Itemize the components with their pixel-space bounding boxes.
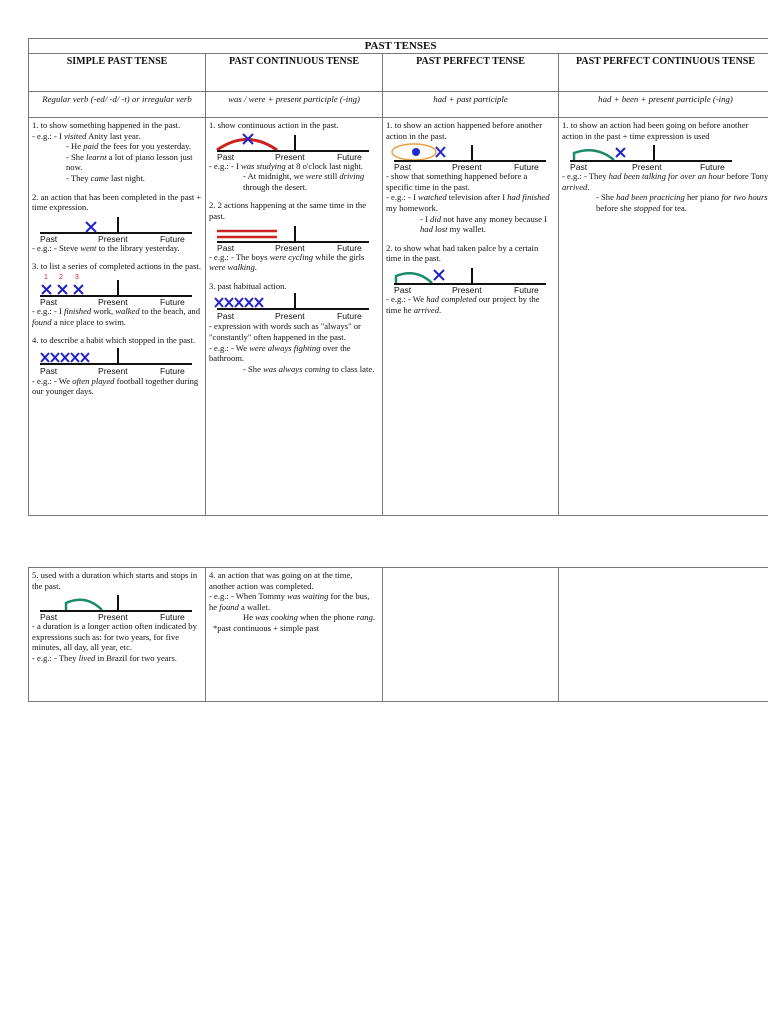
example: - e.g.: - Steve went to the library yesterday. [32, 242, 180, 253]
cross-mark [616, 148, 625, 157]
timeline-single-action [32, 213, 200, 243]
timeline-label-future: Future [337, 151, 362, 161]
usage-1: 1. show continuous action in the past. [209, 120, 339, 130]
cross-mark [86, 222, 96, 232]
form-simple-past: Regular verb (-ed/ -d/ -t) or irregular verb [29, 92, 206, 118]
cross-mark [71, 353, 79, 362]
usage-2: 2. an action that has been completed in the past + time expression. [32, 191, 202, 213]
past-continuous-usage-cell [206, 568, 383, 702]
cross-mark [74, 285, 83, 294]
example: - They came last night. [66, 172, 145, 183]
sequence-number: 3 [75, 273, 79, 281]
example: - e.g.: - The boys were cycling while the girls were walking. [209, 251, 365, 273]
tenses-table [28, 38, 768, 516]
example: - She was always coming to class late. [243, 363, 375, 374]
cross-mark [41, 353, 49, 362]
cross-mark [436, 147, 445, 157]
example: - e.g.: - They had been talking for over an hour before Tony arrived. [562, 171, 768, 192]
example: - She learnt a lot of piano lesson just now. [66, 151, 193, 173]
timeline-label-present: Present [275, 151, 305, 161]
example: - e.g.: - When Tommy was waiting for the bus, he found a wallet. [209, 591, 370, 612]
timeline-habitual [209, 291, 377, 321]
form-past-perfect-continuous: had + been + present participle (-ing) [559, 92, 768, 118]
timeline-label-future: Future [514, 162, 539, 172]
table-title: PAST TENSES [29, 39, 768, 54]
simple-past-usage-cell [29, 568, 206, 702]
timeline-continuous-action [209, 131, 377, 161]
example: - e.g.: - I finished work, walked to the beach, and found a nice place to swim. [32, 305, 201, 327]
timeline-duration [32, 591, 200, 621]
example: - e.g.: - I was studying at 8 o'clock last night. [209, 160, 364, 171]
usage-note: - show that something happened before a specific time in the past. [386, 171, 528, 192]
usage-1: 1. to show an action had been going on before another action in the past + time expression is used [562, 120, 749, 141]
example: - She had been practicing her piano for two hours before she stopped for tea. [596, 192, 768, 213]
timeline-label-present: Present [98, 612, 128, 622]
timeline-habit [32, 346, 200, 376]
usage-4: 4. an action that was going on at the time, another action was completed. [209, 570, 353, 591]
usage-note: *past continuous + simple past [213, 622, 320, 633]
duration-arc [66, 600, 102, 611]
timeline-label-present: Present [452, 284, 482, 294]
timeline-label-future: Future [700, 162, 725, 172]
usage-2: 2. 2 actions happening at the same time in the past. [209, 200, 367, 221]
cross-mark [434, 270, 444, 280]
example: - I did not have any money because I had lost my wallet. [420, 213, 547, 235]
timeline-label-present: Present [98, 365, 128, 376]
timeline-label-past: Past [40, 365, 58, 376]
timeline-label-present: Present [632, 162, 662, 172]
usage-3: 3. to list a series of completed actions in the past. [32, 261, 201, 272]
cross-mark [51, 353, 59, 362]
timeline-label-past: Past [217, 242, 235, 252]
example: - At midnight, we were still driving through the desert. [243, 171, 365, 192]
past-continuous-usage-cell [206, 118, 383, 516]
timeline-ongoing-before [562, 141, 762, 171]
usage-5: 5. used with a duration which starts and stops in the past. [32, 570, 198, 591]
past-perfect-usage-cell [383, 118, 559, 516]
usage-note: - expression with words such as "always" or "constantly" often happened in the past. [209, 321, 361, 342]
example: - e.g.: - I visited Anity last year. [32, 130, 141, 141]
usage-note: - a duration is a longer action often indicated by expressions such as: for two years, for five minutes, all day, all year, etc. [32, 621, 197, 653]
empty-cell [559, 568, 768, 702]
cross-mark [42, 285, 51, 294]
timeline-label-past: Past [394, 162, 412, 172]
cross-mark [235, 298, 243, 307]
timeline-simultaneous [209, 222, 377, 252]
cross-mark [255, 298, 263, 307]
timeline-label-present: Present [275, 311, 305, 322]
example: - He paid the fees for you yesterday. [66, 141, 191, 152]
timeline-label-present: Present [98, 296, 128, 306]
usage-3: 3. past habitual action. [209, 280, 287, 291]
header-past-perfect: PAST PERFECT TENSE [383, 54, 559, 92]
example: - e.g.: - They lived in Brazil for two years. [32, 652, 177, 663]
header-past-continuous: PAST CONTINUOUS TENSE [206, 54, 383, 92]
timeline-label-future: Future [160, 365, 185, 376]
timeline-label-future: Future [160, 612, 185, 622]
sequence-number: 1 [44, 273, 48, 281]
example: - e.g.: - We had completed our project by the time he arrived. [386, 293, 540, 315]
duration-arc [396, 273, 432, 284]
header-past-perfect-continuous: PAST PERFECT CONTINUOUS TENSE [559, 54, 768, 92]
timeline-label-past: Past [40, 296, 58, 306]
usage-4: 4. to describe a habit which stopped in the past. [32, 335, 196, 346]
example: He was cooking when the phone rang. [243, 612, 376, 623]
usage-1: 1. to show an action happened before another action in the past. [386, 120, 543, 141]
cross-mark [81, 353, 89, 362]
timeline-label-future: Future [337, 311, 362, 322]
tenses-table-continued [28, 567, 768, 702]
sequence-number: 2 [59, 273, 63, 281]
empty-cell [383, 568, 559, 702]
usage-2: 2. to show what had taken palce by a certain time in the past. [386, 242, 539, 264]
timeline-label-future: Future [160, 233, 185, 243]
timeline-label-future: Future [514, 284, 539, 294]
timeline-label-past: Past [40, 233, 58, 243]
timeline-label-past: Past [570, 162, 588, 172]
duration-arc [574, 150, 614, 161]
cross-mark [58, 285, 67, 294]
form-past-continuous: was / were + present participle (-ing) [206, 92, 383, 118]
timeline-series-actions [32, 272, 200, 306]
form-past-perfect: had + past participle [383, 92, 559, 118]
past-perfect-continuous-usage-cell [559, 118, 768, 516]
cross-mark [225, 298, 233, 307]
earlier-action-dot [412, 148, 420, 156]
timeline-label-present: Present [452, 162, 482, 172]
usage-1: 1. to show something happened in the past. [32, 120, 181, 130]
cross-mark [245, 298, 253, 307]
example: - e.g.: - We often played football together during our younger days. [32, 375, 199, 397]
example: - e.g.: - I watched television after I had finished my homework. [386, 192, 550, 213]
timeline-label-future: Future [337, 242, 362, 252]
timeline-label-present: Present [98, 233, 128, 243]
cross-mark [61, 353, 69, 362]
timeline-label-past: Past [40, 612, 58, 622]
timeline-before-action [386, 141, 554, 171]
timeline-label-past: Past [217, 311, 235, 322]
timeline-label-past: Past [394, 284, 412, 294]
timeline-label-future: Future [160, 296, 185, 306]
simple-past-usage-cell [29, 118, 206, 516]
example: - e.g.: - We were always fighting over the bathroom. [209, 342, 351, 364]
cross-mark [215, 298, 223, 307]
timeline-label-present: Present [275, 242, 305, 252]
timeline-by-certain-time [386, 264, 554, 294]
timeline-label-past: Past [217, 151, 235, 161]
header-simple-past: SIMPLE PAST TENSE [29, 54, 206, 92]
